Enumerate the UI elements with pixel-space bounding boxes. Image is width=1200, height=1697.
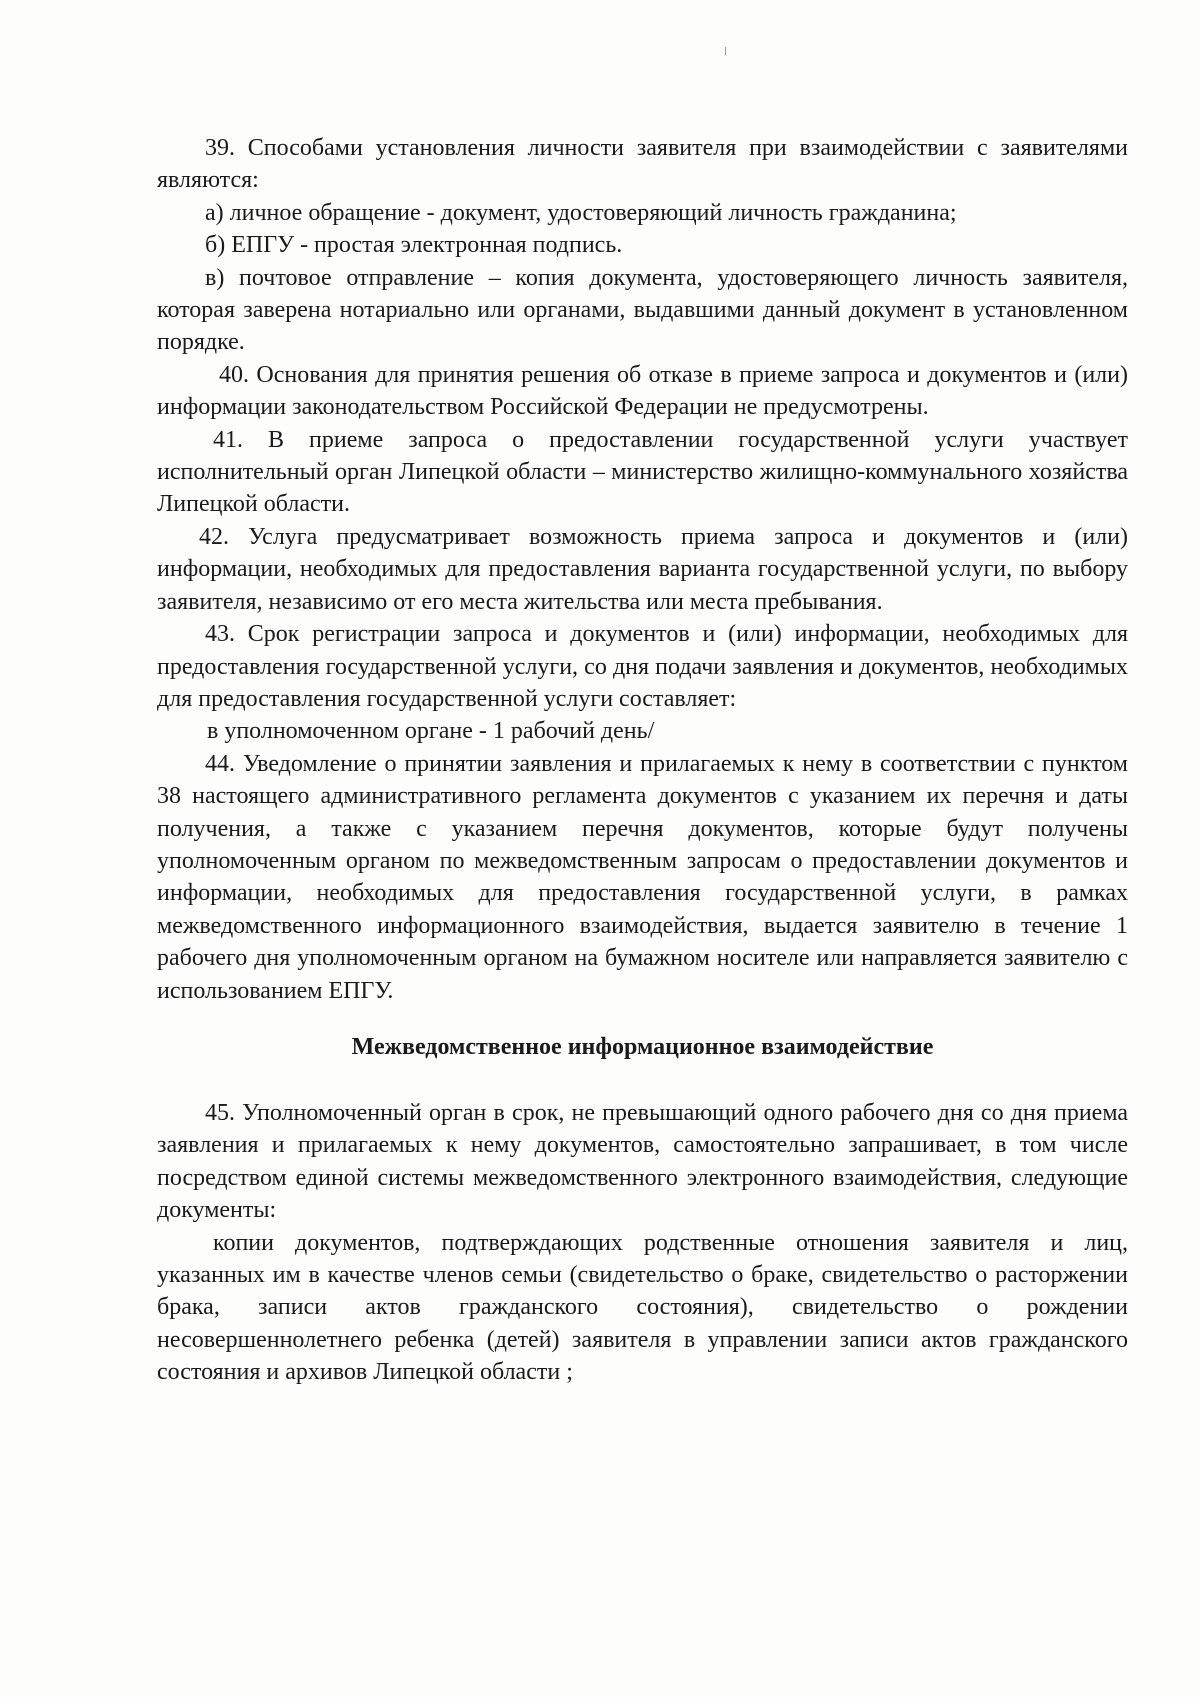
scan-artifact-mark — [725, 47, 726, 55]
section-heading: Межведомственное информационное взаимодействие — [351, 1033, 934, 1060]
paragraph-45-documents: копии документов, подтверждающих родственные отношения заявителя и лиц, указанных им в качестве членов семьи (свидетельство о браке, свидетельство о расторжении брака, записи актов гражданского состояния), свидетельство о рождении несовершеннолетнего ребенка (детей) заявителя в управлении записи актов гражданского состояния и архивов Липецкой области ; — [157, 1229, 1128, 1386]
paragraph-44: 44. Уведомление о принятии заявления и прилагаемых к нему в соответствии с пунктом 38 настоящего административного регламента документов с указанием их перечня и даты получения, а также с указанием перечня документов, которые будут получены уполномоченным органом по межведомственным запросам о предоставлении документов и информации, необходимых для предоставления государственной услуги, в рамках межведомственного информационного взаимодействия, выдается заявителю в течение 1 рабочего дня уполномоченным органом на бумажном носителе или направляется заявителю с использованием ЕПГУ. — [157, 750, 1128, 1004]
paragraph-43: 43. Срок регистрации запроса и документов и (или) информации, необходимых для предоставления государственной услуги, со дня подачи заявления и документов, необходимых для предоставления государственной услуги составляет: — [157, 621, 1128, 712]
paragraph-43-term: в уполномоченном органе - 1 рабочий день/ — [207, 718, 655, 745]
paragraph-39-a: а) личное обращение - документ, удостоверяющий личность гражданина; — [205, 199, 957, 226]
paragraph-41: 41. В приеме запроса о предоставлении государственной услуги участвует исполнительный орган Липецкой области – министерство жилищно-коммунального хозяйства Липецкой области. — [157, 426, 1128, 518]
paragraph-39-c: в) почтовое отправление – копия документа, удостоверяющего личность заявителя, которая заверена нотариально или органами, выдавшими данный документ в установленном порядке. — [157, 264, 1128, 356]
paragraph-42: 42. Услуга предусматривает возможность приема запроса и документов и (или) информации, необходимых для предоставления варианта государственной услуги, по выбору заявителя, независимо от его места жительства или места пребывания. — [157, 523, 1128, 615]
paragraph-45: 45. Уполномоченный орган в срок, не превышающий одного рабочего дня со дня приема заявления и прилагаемых к нему документов, самостоятельно запрашивает, в том числе посредством единой системы межведомственного электронного взаимодействия, следующие документы: — [157, 1099, 1128, 1224]
paragraph-39: 39. Способами установления личности заявителя при взаимодействии с заявителями являются: — [157, 135, 1128, 194]
paragraph-39-b: б) ЕПГУ - простая электронная подпись. — [205, 232, 623, 259]
paragraph-40: 40. Основания для принятия решения об отказе в приеме запроса и документов и (или) информации законодательством Российской Федерации не предусмотрены. — [157, 361, 1128, 421]
document-body — [157, 132, 1128, 1389]
